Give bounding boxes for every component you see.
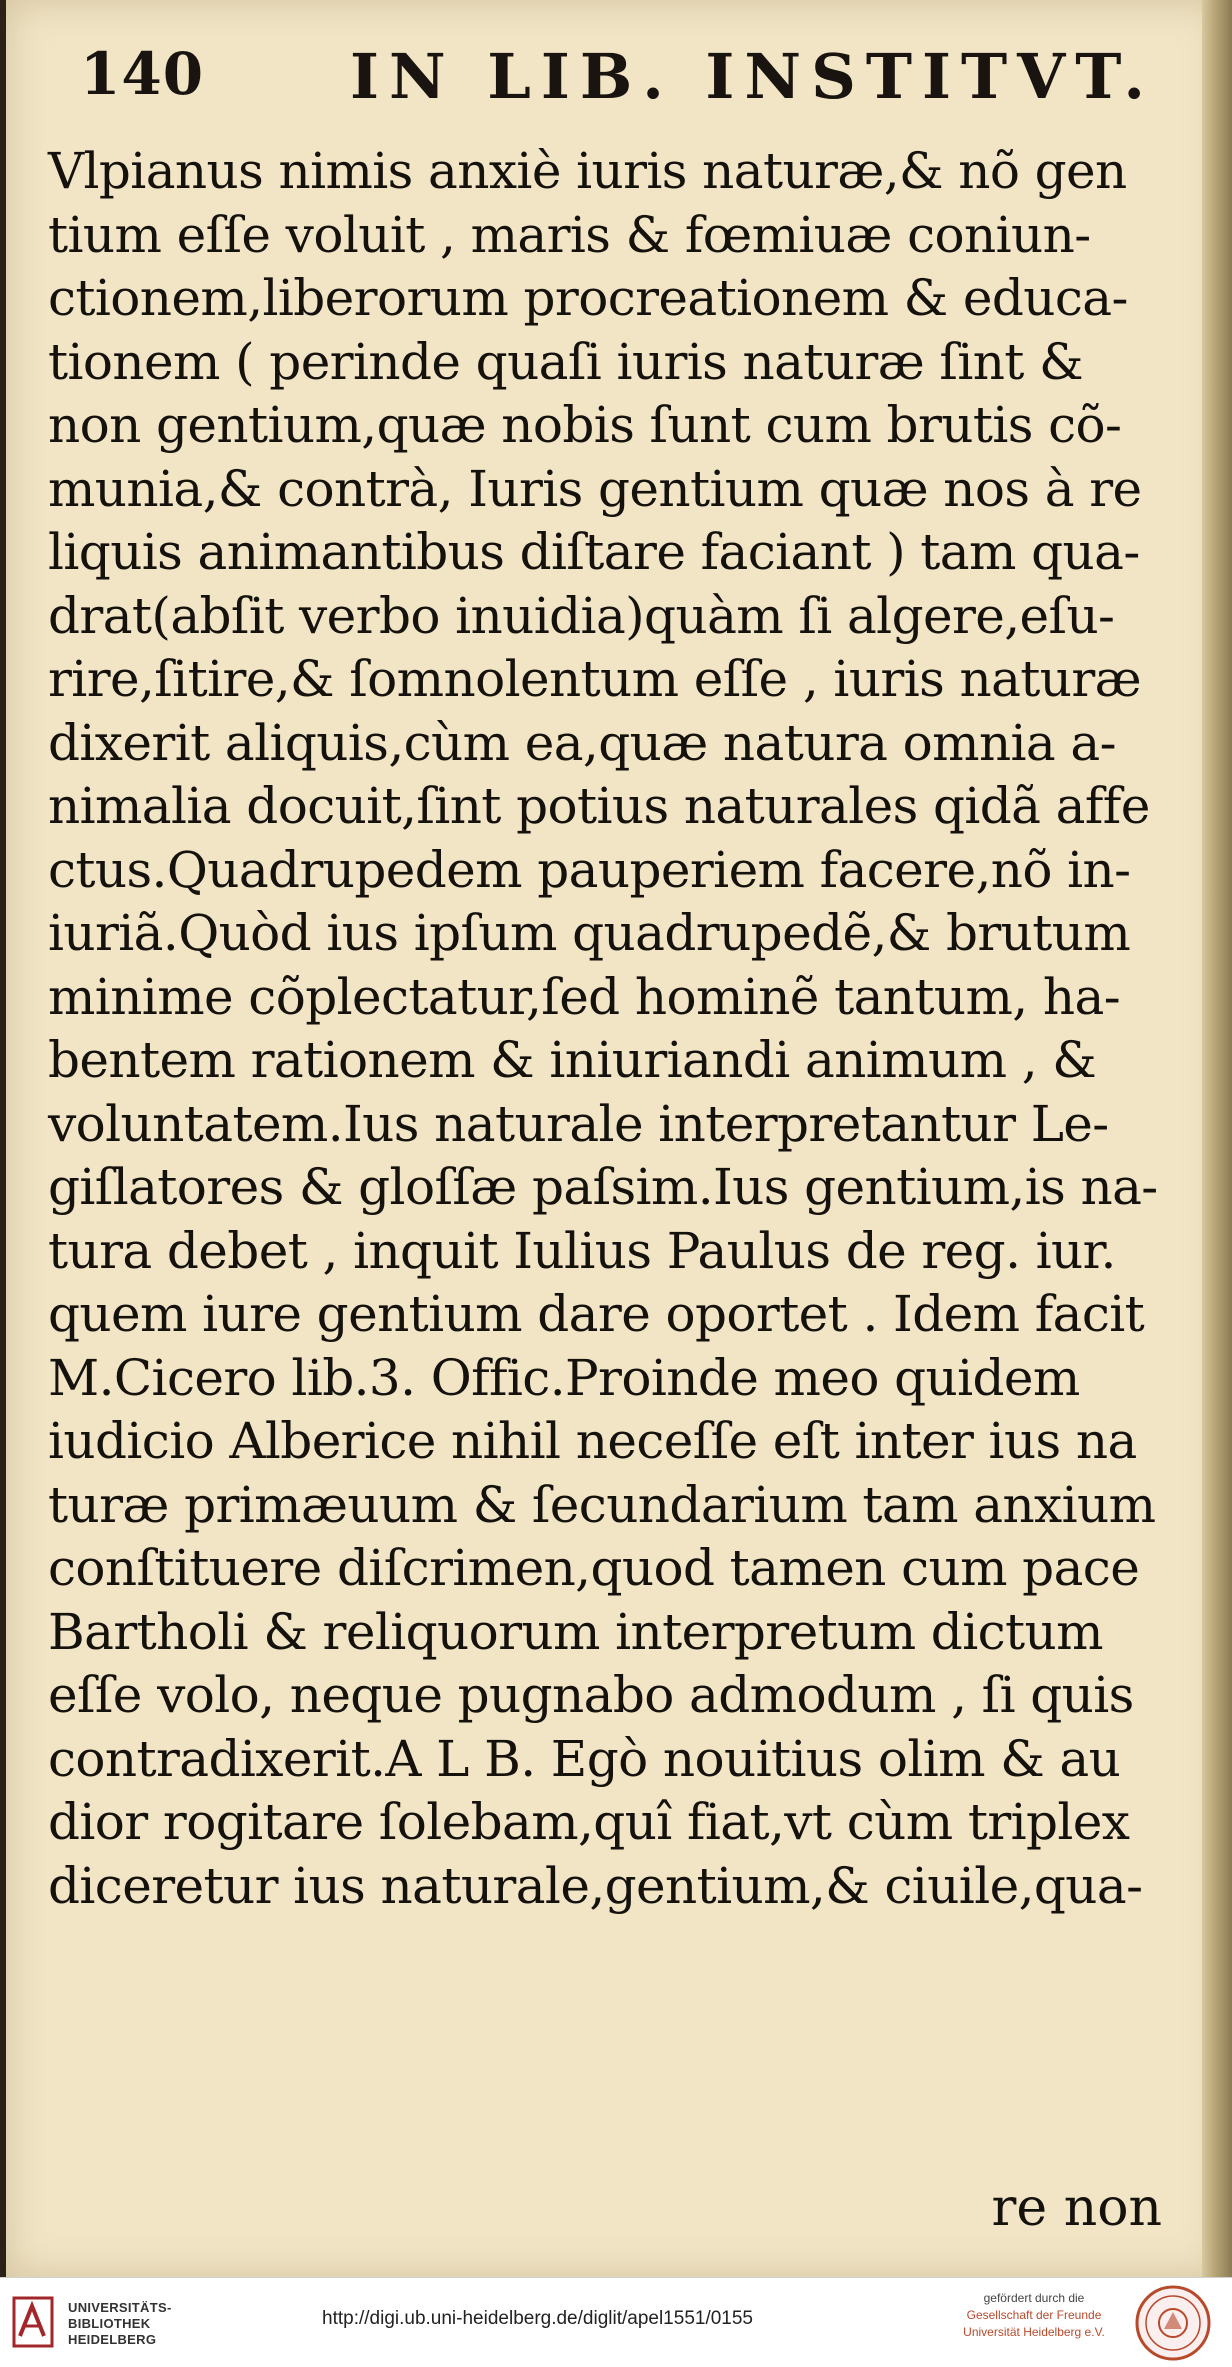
text-line: diceretur ius naturale,gentium,& ciuile,qua-	[48, 1856, 1143, 1915]
text-line: contradixerit.A L B. Egò nouitius olim & au	[48, 1729, 1121, 1788]
catchword: re non	[991, 2178, 1162, 2238]
text-line: iudicio Alberice nihil neceſſe eſt inter ius na	[48, 1412, 1137, 1470]
text-line: bentem rationem & iniuriandi animum , &	[48, 1031, 1097, 1089]
text-line: dixerit aliquis,cùm ea,quæ natura omnia a-	[48, 713, 1116, 772]
text-line: conſtituere diſcrimen,quod tamen cum pace	[48, 1539, 1140, 1597]
text-line: nimalia docuit,ſint potius naturales qidã affe	[48, 777, 1150, 835]
text-line: turæ primæuum & ſecundarium tam anxium	[48, 1475, 1156, 1534]
text-line: non gentium,quæ nobis ſunt cum brutis cõ-	[48, 396, 1122, 454]
text-line: giſlatores & gloſſæ paſsim.Ius gentium,is na-	[48, 1158, 1158, 1216]
text-line: M.Cicero lib.3. Offic.Proinde meo quidem	[48, 1348, 1080, 1407]
text-line: voluntatem.Ius naturale interpretantur Le-	[48, 1094, 1109, 1153]
funder-seal-icon	[1134, 2284, 1212, 2362]
text-line: munia,& contrà, Iuris gentium quæ nos à re	[48, 459, 1142, 518]
page-number: 140	[80, 40, 205, 108]
permalink-url[interactable]: http://digi.ub.uni-heidelberg.de/diglit/apel1551/0155	[322, 2308, 753, 2329]
viewer-footer	[0, 2277, 1232, 2367]
text-line: tionem ( perinde quaſi iuris naturæ ſint &	[48, 332, 1084, 391]
text-line: Vlpianus nimis anxiè iuris naturæ,& nõ gen	[48, 142, 1127, 200]
library-logo-icon[interactable]	[12, 2296, 54, 2348]
text-line: dior rogitare ſolebam,quî fiat,vt cùm triplex	[48, 1793, 1130, 1851]
text-line: liquis animantibus diſtare faciant ) tam qua-	[48, 523, 1140, 581]
body-text	[48, 140, 1198, 1918]
running-title: IN LIB. INSTITVT.	[350, 40, 1155, 113]
text-line: rire,ſitire,& ſomnolentum eſſe , iuris naturæ	[48, 650, 1142, 708]
library-name[interactable]: UNIVERSITÄTS- BIBLIOTHEK HEIDELBERG	[68, 2300, 172, 2347]
text-line: tura debet , inquit Iulius Paulus de reg. iur.	[48, 1221, 1116, 1280]
funder-note[interactable]: gefördert durch die Gesellschaft der Freunde Universität Heidelberg e.V.	[963, 2291, 1105, 2339]
text-line: ctus.Quadrupedem pauperiem facere,nõ in-	[48, 840, 1131, 899]
text-line: tium eſſe voluit , maris & fœmiuæ coniun-	[48, 205, 1091, 264]
text-line: ctionem,liberorum procreationem & educa-	[48, 269, 1128, 327]
text-line: Bartholi & reliquorum interpretum dictum	[48, 1602, 1103, 1661]
page-header	[80, 40, 1170, 120]
text-line: iuriã.Quòd ius ipſum quadrupedẽ,& brutum	[48, 904, 1131, 962]
text-line: eſſe volo, neque pugnabo admodum , ſi quis	[48, 1666, 1134, 1724]
book-edge	[1202, 0, 1232, 2277]
text-line: drat(abſit verbo inuidia)quàm ſi algere,eſu-	[48, 586, 1115, 645]
text-line: quem iure gentium dare oportet . Idem facit	[48, 1285, 1145, 1343]
text-line: minime cõplectatur,ſed hominẽ tantum, ha-	[48, 967, 1120, 1026]
